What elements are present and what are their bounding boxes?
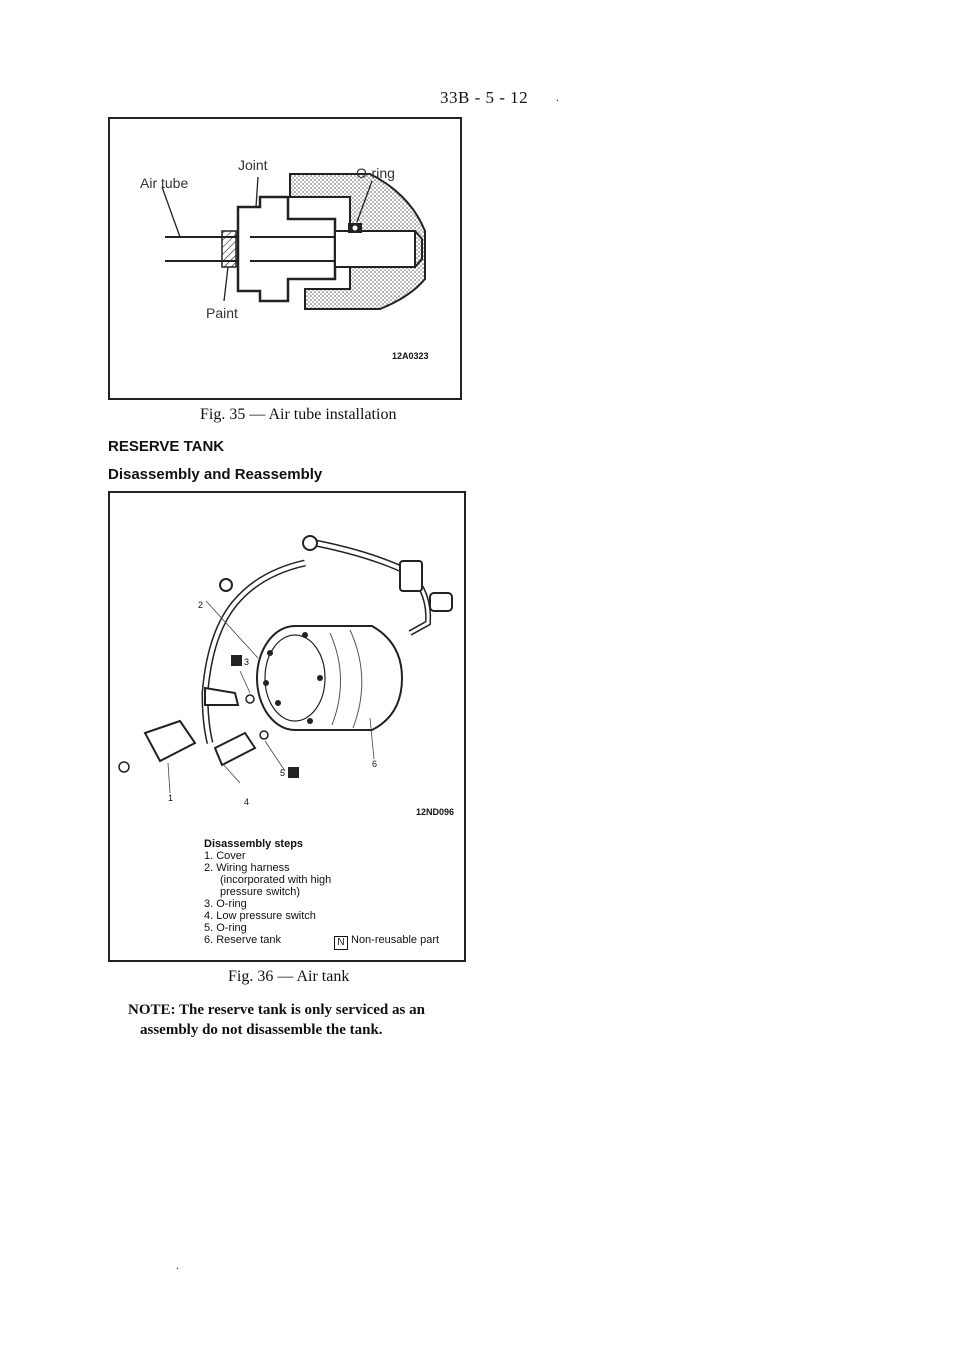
label-air-tube: Air tube <box>140 175 189 191</box>
callout-4: 4 <box>244 797 250 807</box>
label-o-ring: O-ring <box>356 165 395 181</box>
reserve-tank-illustration <box>110 493 464 823</box>
steps-title: Disassembly steps <box>204 838 304 850</box>
note-line-2: assembly do not disassemble the tank. <box>140 1022 383 1038</box>
step-row <box>204 934 454 946</box>
legend-text: Non-reusable part <box>351 934 440 946</box>
step-item: 3. O-ring <box>204 898 247 910</box>
figure-36 <box>108 491 466 962</box>
callout-3: 3 <box>244 657 250 667</box>
step-item: 1. Cover <box>204 850 246 862</box>
step-item: 5. O-ring <box>204 922 247 934</box>
figure-36-caption: Fig. 36 — Air tank <box>228 968 350 985</box>
callout-5: 5 <box>280 768 286 778</box>
stray-mark: . <box>176 1258 179 1272</box>
step-item: (incorporated with high <box>220 874 332 886</box>
callout-1: 1 <box>168 793 174 803</box>
figure-35 <box>108 117 462 400</box>
label-paint: Paint <box>206 305 238 321</box>
label-joint: Joint <box>238 157 268 173</box>
n-mark: N <box>334 936 348 950</box>
callout-6: 6 <box>372 759 378 769</box>
page-number: 33B - 5 - 12 <box>440 88 529 107</box>
note <box>128 1000 468 1040</box>
step-item: pressure switch) <box>220 886 301 898</box>
section-title: RESERVE TANK <box>108 438 225 455</box>
note-line-1: NOTE: The reserve tank is only serviced as an <box>128 1002 425 1018</box>
step-item: 4. Low pressure switch <box>204 910 316 922</box>
step-item: 6. Reserve tank <box>204 934 282 946</box>
figure-35-caption: Fig. 35 — Air tube installation <box>200 406 397 423</box>
stray-mark: . <box>556 90 559 104</box>
step-item: 2. Wiring harness <box>204 862 290 874</box>
section-subtitle: Disassembly and Reassembly <box>108 466 323 483</box>
figure-code: 12ND096 <box>416 807 455 817</box>
disassembly-steps <box>204 838 454 946</box>
callout-2: 2 <box>198 600 204 610</box>
figure-code: 12A0323 <box>392 351 429 361</box>
legend <box>334 934 439 950</box>
